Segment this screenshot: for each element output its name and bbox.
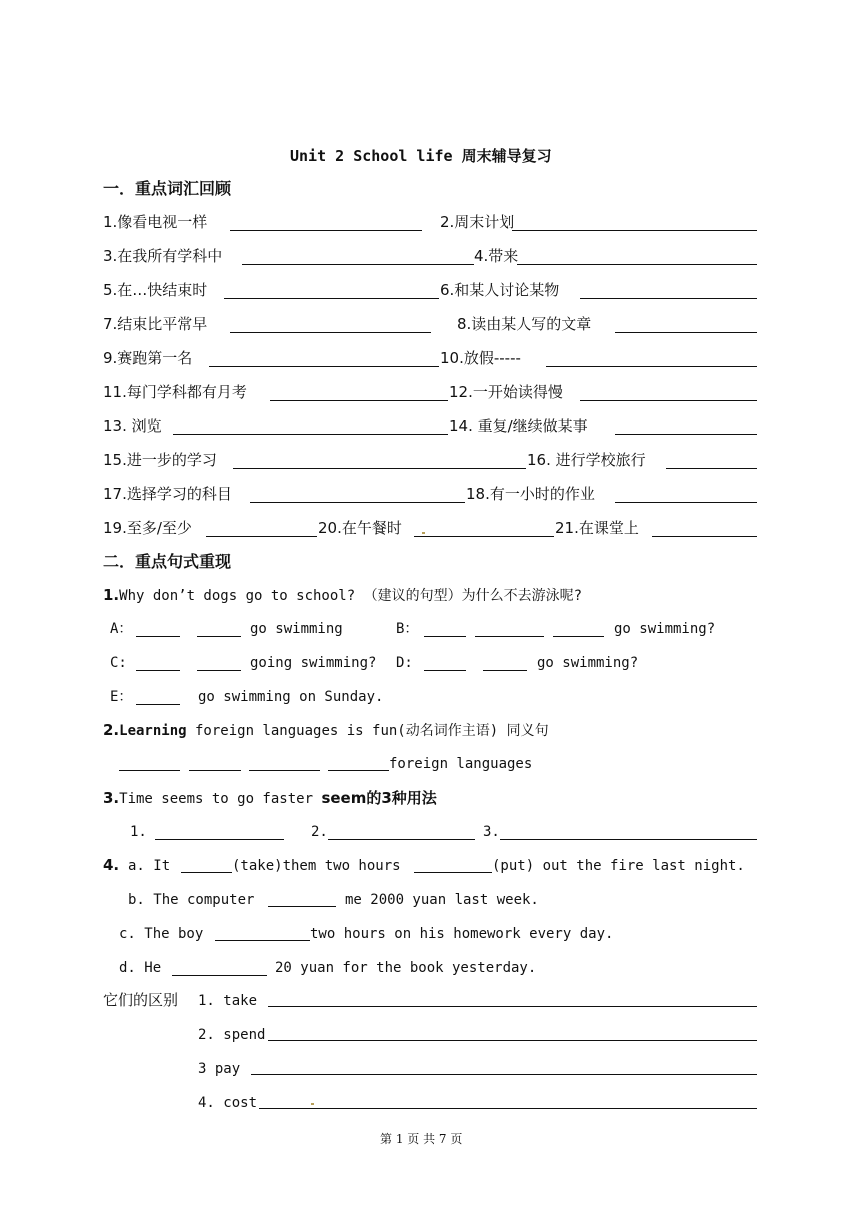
vocab-item: 18.有一小时的作业 <box>466 485 595 503</box>
vocab-item: 7.结束比平常早 <box>103 315 208 333</box>
vocab-item: 12.一开始读得慢 <box>449 383 563 401</box>
answer-blank[interactable] <box>172 975 267 976</box>
answer-blank[interactable] <box>251 1074 757 1075</box>
question-number: 3. <box>103 789 120 807</box>
answer-suffix: foreign languages <box>389 756 533 772</box>
option-e-text: go swimming on Sunday. <box>198 689 384 705</box>
answer-blank[interactable] <box>206 536 317 537</box>
vocab-item: 11.每门学科都有月考 <box>103 383 247 401</box>
vocab-item: 2.周末计划 <box>440 213 515 231</box>
answer-blank[interactable] <box>215 940 310 941</box>
vocab-item: 20.在午餐时 <box>318 519 402 537</box>
answer-blank[interactable] <box>233 468 526 469</box>
sentence-d-start: d. He <box>119 960 162 976</box>
answer-blank[interactable] <box>173 434 448 435</box>
vocab-item: 8.读由某人写的文章 <box>457 315 592 333</box>
vocab-item: 13. 浏览 <box>103 417 162 435</box>
option-a-text: go swimming <box>250 621 343 637</box>
option-d-text: go swimming? <box>537 655 639 671</box>
question-text: foreign languages is fun(动名词作主语) 同义句 <box>186 723 549 739</box>
option-e-label: E： <box>110 689 133 705</box>
vocab-item: 15.进一步的学习 <box>103 451 217 469</box>
question-text: Why don’t dogs go to school? （建议的句型）为什么不去游泳呢? <box>119 588 583 604</box>
section-heading-sentences: 二．重点句式重现 <box>103 552 232 571</box>
vocab-item: 19.至多/至少 <box>103 519 192 537</box>
answer-blank[interactable] <box>250 502 465 503</box>
answer-blank[interactable] <box>242 264 474 265</box>
answer-blank[interactable] <box>268 1006 757 1007</box>
answer-blank[interactable] <box>500 839 757 840</box>
question-number: 4. <box>103 856 120 874</box>
vocab-item: 4.带来 <box>474 247 519 265</box>
answer-blank[interactable] <box>328 770 389 771</box>
answer-blank[interactable] <box>268 906 336 907</box>
sentence-c-start: c. The boy <box>119 926 204 942</box>
answer-blank[interactable] <box>512 230 757 231</box>
answer-blank[interactable] <box>249 770 320 771</box>
question-bold-word: Learning <box>119 723 187 739</box>
word-pay: 3 pay <box>198 1061 241 1077</box>
sentence-d-end: 20 yuan for the book yesterday. <box>275 960 537 976</box>
option-c-label: C: <box>110 655 127 671</box>
question-number: 1. <box>103 586 120 604</box>
sentence-a-middle: (take)them two hours <box>232 858 401 874</box>
answer-blank[interactable] <box>209 366 439 367</box>
difference-label: 它们的区别 <box>103 991 179 1009</box>
answer-blank[interactable] <box>136 670 180 671</box>
sentence-b-start: b. The computer <box>128 892 255 908</box>
answer-blank[interactable] <box>119 770 180 771</box>
answer-blank[interactable] <box>136 636 180 637</box>
answer-blank[interactable] <box>189 770 241 771</box>
answer-blank[interactable] <box>414 872 492 873</box>
answer-blank[interactable] <box>270 400 448 401</box>
answer-blank[interactable] <box>475 636 544 637</box>
answer-blank[interactable] <box>181 872 232 873</box>
section-heading-vocabulary: 一．重点词汇回顾 <box>103 179 232 198</box>
vocab-item: 6.和某人讨论某物 <box>440 281 560 299</box>
option-b-label: B： <box>396 621 419 637</box>
answer-blank[interactable] <box>197 636 241 637</box>
vocab-item: 16. 进行学校旅行 <box>527 451 646 469</box>
answer-blank[interactable] <box>259 1108 757 1109</box>
question-3 <box>103 788 437 809</box>
vocab-item: 14. 重复/继续做某事 <box>449 417 588 435</box>
answer-blank[interactable] <box>424 636 466 637</box>
answer-blank[interactable] <box>580 400 757 401</box>
answer-blank[interactable] <box>224 298 439 299</box>
word-spend: 2. spend <box>198 1027 266 1043</box>
vocab-item: 5.在…快结束时 <box>103 281 208 299</box>
answer-blank[interactable] <box>652 536 757 537</box>
usage-number: 3. <box>483 824 500 840</box>
answer-blank[interactable] <box>580 298 757 299</box>
answer-blank[interactable] <box>517 264 757 265</box>
sentence-c-end: two hours on his homework every day. <box>310 926 614 942</box>
answer-blank[interactable] <box>615 332 757 333</box>
word-take: 1. take <box>198 993 258 1009</box>
answer-blank[interactable] <box>414 536 554 537</box>
page-title: Unit 2 School life 周末辅导复习 <box>290 147 552 165</box>
answer-blank[interactable] <box>197 670 241 671</box>
question-bold-text: seem的3种用法 <box>321 789 437 807</box>
vocab-item: 3.在我所有学科中 <box>103 247 223 265</box>
vocab-item: 1.像看电视一样 <box>103 213 208 231</box>
answer-blank[interactable] <box>424 670 466 671</box>
usage-number: 1. <box>130 824 147 840</box>
answer-blank[interactable] <box>483 670 527 671</box>
option-b-text: go swimming? <box>614 621 716 637</box>
vocab-item: 21.在课堂上 <box>555 519 639 537</box>
answer-blank[interactable] <box>268 1040 757 1041</box>
answer-blank[interactable] <box>553 636 604 637</box>
option-d-label: D: <box>396 655 413 671</box>
sentence-a-start: a. It <box>128 858 171 874</box>
page-footer: 第 1 页 共 7 页 <box>380 1132 463 1146</box>
option-c-text: going swimming? <box>250 655 377 671</box>
answer-blank[interactable] <box>546 366 757 367</box>
answer-blank[interactable] <box>615 502 757 503</box>
question-text: Time seems to go faster <box>119 791 322 807</box>
answer-blank[interactable] <box>230 230 422 231</box>
question-number: 2. <box>103 721 120 739</box>
sentence-b-end: me 2000 yuan last week. <box>345 892 539 908</box>
vocab-item: 17.选择学习的科目 <box>103 485 232 503</box>
word-cost: 4. cost <box>198 1095 258 1111</box>
option-a-label: A： <box>110 621 133 637</box>
answer-blank[interactable] <box>328 839 475 840</box>
question-1 <box>103 585 582 606</box>
question-2 <box>103 720 549 741</box>
answer-blank[interactable] <box>230 332 431 333</box>
answer-blank[interactable] <box>136 704 180 705</box>
vocab-item: 9.赛跑第一名 <box>103 349 193 367</box>
answer-blank[interactable] <box>155 839 284 840</box>
usage-number: 2. <box>311 824 328 840</box>
sentence-a-end: (put) out the fire last night. <box>492 858 745 874</box>
vocab-item: 10.放假----- <box>440 349 521 367</box>
answer-blank[interactable] <box>666 468 757 469</box>
answer-blank[interactable] <box>615 434 757 435</box>
